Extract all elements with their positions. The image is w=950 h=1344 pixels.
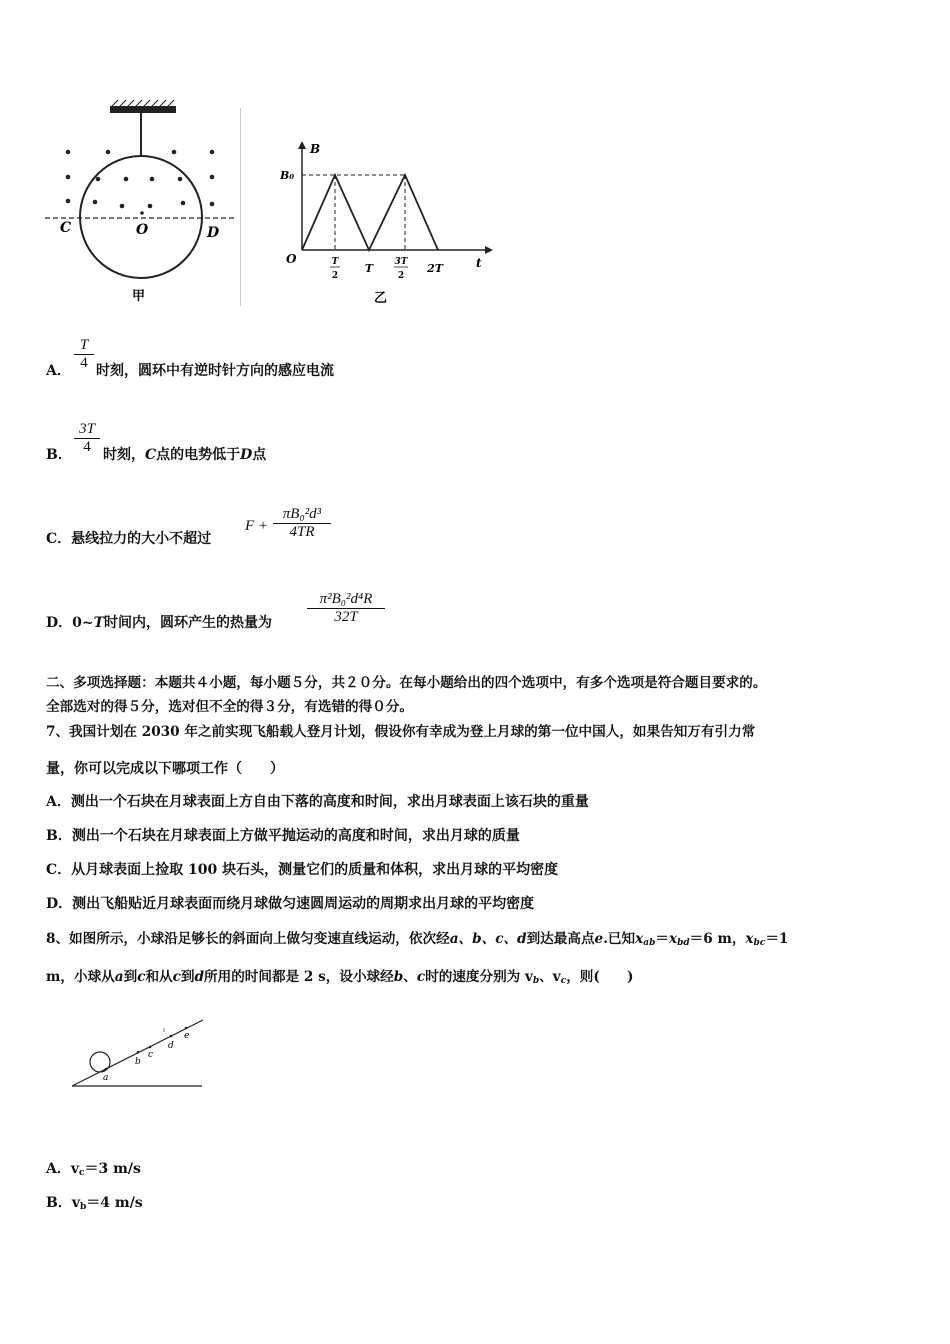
label-yi: 乙 [374, 291, 388, 306]
q6-b-text: 时刻，C点的电势低于D点 [103, 447, 267, 463]
point-e: e [184, 1031, 190, 1041]
point-a: a [103, 1073, 109, 1083]
point-b: b [135, 1057, 141, 1067]
svg-text:2T: 2T [427, 262, 443, 275]
option-letter: A． [46, 363, 71, 379]
axis-B: B [310, 142, 321, 156]
label-C: C [60, 220, 72, 236]
q7-option-d: D．测出飞船贴近月球表面而绕月球做匀速圆周运动的周期求出月球的平均密度 [46, 896, 535, 912]
svg-text:T: T [364, 262, 374, 275]
section2-line1: 二、多项选择题：本题共４小题，每小题５分，共２０分。在每小题给出的四个选项中，有多个选项是符合题目要求的。 [46, 675, 767, 691]
q6-option-c: C．悬线拉力的大小不超过 [46, 531, 212, 547]
q7-option-c: C．从月球表面上捡取 100 块石头，测量它们的质量和体积，求出月球的平均密度 [46, 862, 559, 878]
label-D: D [207, 225, 220, 241]
svg-text:2: 2 [331, 271, 339, 281]
q7-option-a: A．测出一个石块在月球表面上方自由下落的高度和时间，求出月球表面上该石块的重量 [46, 794, 589, 810]
point-c: c [148, 1050, 154, 1060]
origin-O: O [286, 252, 297, 266]
q6-c-fraction: $\frac{\text{πB₀²d³}}{4TR}$ [273, 506, 331, 541]
axis-t: t [476, 256, 482, 270]
q6-a-fraction: $\frac{T}{4}$ [74, 337, 94, 372]
figure-incline [68, 1010, 213, 1095]
svg-text:3T: 3T [394, 257, 408, 267]
q7-stem-line1: 7、我国计划在 2030 年之前实现飞船载人登月计划，假设你有幸成为登上月球的第一位中国人，如果告知万有引力常 [46, 724, 756, 740]
label-jia: 甲 [132, 289, 146, 304]
q8-stem-line2: m，小球从a到c和从c到d所用的时间都是 2 s，设小球经b、c时的速度分别为 $v_b$、$v_c$，则( ) [46, 969, 634, 986]
q6-option-a [46, 362, 71, 380]
svg-text:2: 2 [397, 271, 405, 281]
q6-option-d: D．0~T时间内，圆环产生的热量为 [46, 615, 273, 631]
section2-line2: 全部选对的得５分，选对但不全的得３分，有选错的得０分。 [46, 699, 414, 715]
figure-divider [240, 108, 241, 306]
figure-yi-graph [280, 135, 495, 310]
q6-option-b: B． [46, 447, 72, 463]
svg-text:T: T [331, 257, 339, 267]
q6-d-fraction: $\frac{\text{π²B₀²d⁴R}}{32T}$ [307, 591, 385, 626]
point-d: d [168, 1041, 174, 1051]
q6-c-formula-lead: F + [245, 518, 269, 534]
q7-stem-line2: 量，你可以完成以下哪项工作（ ） [46, 761, 284, 777]
figure-jia [40, 100, 245, 310]
q6-b-fraction: $\frac{3T}{4}$ [74, 421, 100, 456]
label-O: O [136, 222, 149, 238]
q8-option-b: B．$v_b=4$ m/s [46, 1195, 143, 1212]
q8-option-a: A．$v_c=3$ m/s [46, 1161, 141, 1178]
label-B0: B₀ [280, 169, 295, 182]
q6-a-text: 时刻，圆环中有逆时针方向的感应电流 [96, 363, 334, 379]
q7-option-b: B．测出一个石块在月球表面上方做平抛运动的高度和时间，求出月球的质量 [46, 828, 520, 844]
q8-stem-line1: 8、如图所示，小球沿足够长的斜面向上做匀变速直线运动，依次经a、b、c、d到达最高点e.已知$x_{ab}=x_{bd}=6$ m，$x_{bc}=1$ [46, 931, 789, 948]
